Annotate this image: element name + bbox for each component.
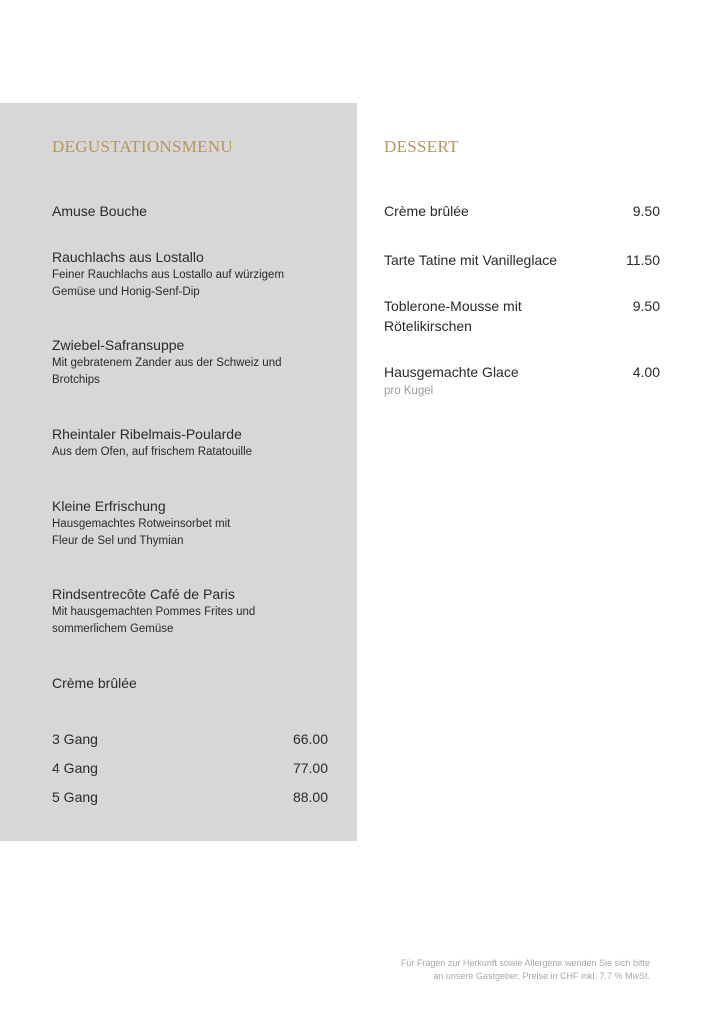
course-item (52, 585, 342, 638)
dessert-title: DESSERT (384, 137, 459, 156)
course-name: Crème brûlée (52, 675, 137, 691)
dessert-name: Toblerone-Mousse mit Rötelikirschen (384, 298, 522, 334)
course-name: Rauchlachs aus Lostallo (52, 249, 204, 265)
footer-line: Für Fragen zur Herkunft sowie Allergene wenden Sie sich bitte (400, 958, 650, 968)
menu-price-value: 66.00 (292, 731, 328, 747)
footer-note (350, 957, 650, 983)
course-name: Kleine Erfrischung (52, 498, 166, 514)
course-description: Hausgemachtes Rotweinsorbet mit Fleur de Sel und Thymian (52, 518, 231, 547)
menu-price-value: 77.00 (292, 760, 328, 776)
dessert-name: Crème brûlée (384, 203, 469, 219)
course-description: Aus dem Ofen, auf frischem Ratatouille (52, 446, 253, 458)
dessert-price: 9.50 (632, 298, 660, 314)
dessert-price: 4.00 (632, 364, 660, 380)
menu-price-label: 3 Gang (52, 731, 98, 747)
course-description: Mit hausgemachten Pommes Frites und sommerlichem Gemüse (52, 606, 256, 635)
dessert-price: 11.50 (626, 252, 660, 268)
course-item (52, 248, 342, 301)
course-item (52, 497, 342, 550)
dessert-note: pro Kugel (384, 385, 434, 397)
degustation-title: DEGUSTATIONSMENU (52, 137, 233, 156)
course-item (52, 425, 342, 461)
menu-price-row (52, 730, 328, 748)
course-item (52, 674, 342, 692)
menu-price-row (52, 759, 328, 777)
dessert-name: Tarte Tatine mit Vanilleglace (384, 252, 558, 268)
course-item (52, 336, 342, 389)
dessert-item (384, 296, 660, 336)
dessert-item (384, 362, 660, 399)
course-name: Rindsentrecôte Café de Paris (52, 586, 235, 602)
dessert-price: 9.50 (632, 203, 660, 219)
menu-price-label: 4 Gang (52, 760, 98, 776)
dessert-item (384, 250, 660, 270)
menu-price-label: 5 Gang (52, 789, 98, 805)
menu-price-value: 88.00 (292, 789, 328, 805)
course-name: Rheintaler Ribelmais-Poularde (52, 426, 242, 442)
menu-price-row (52, 788, 328, 806)
course-description: Mit gebratenem Zander aus der Schweiz und Brotchips (52, 357, 282, 386)
course-description: Feiner Rauchlachs aus Lostallo auf würzigem Gemüse und Honig-Senf-Dip (52, 269, 285, 298)
course-item (52, 202, 342, 220)
dessert-item (384, 201, 660, 221)
footer-line: an unsere Gastgeber. Preise in CHF inkl. 7.7 % MwSt. (433, 971, 650, 981)
dessert-name: Hausgemachte Glace (384, 364, 519, 380)
course-name: Zwiebel-Safransuppe (52, 337, 185, 353)
course-name: Amuse Bouche (52, 203, 147, 219)
